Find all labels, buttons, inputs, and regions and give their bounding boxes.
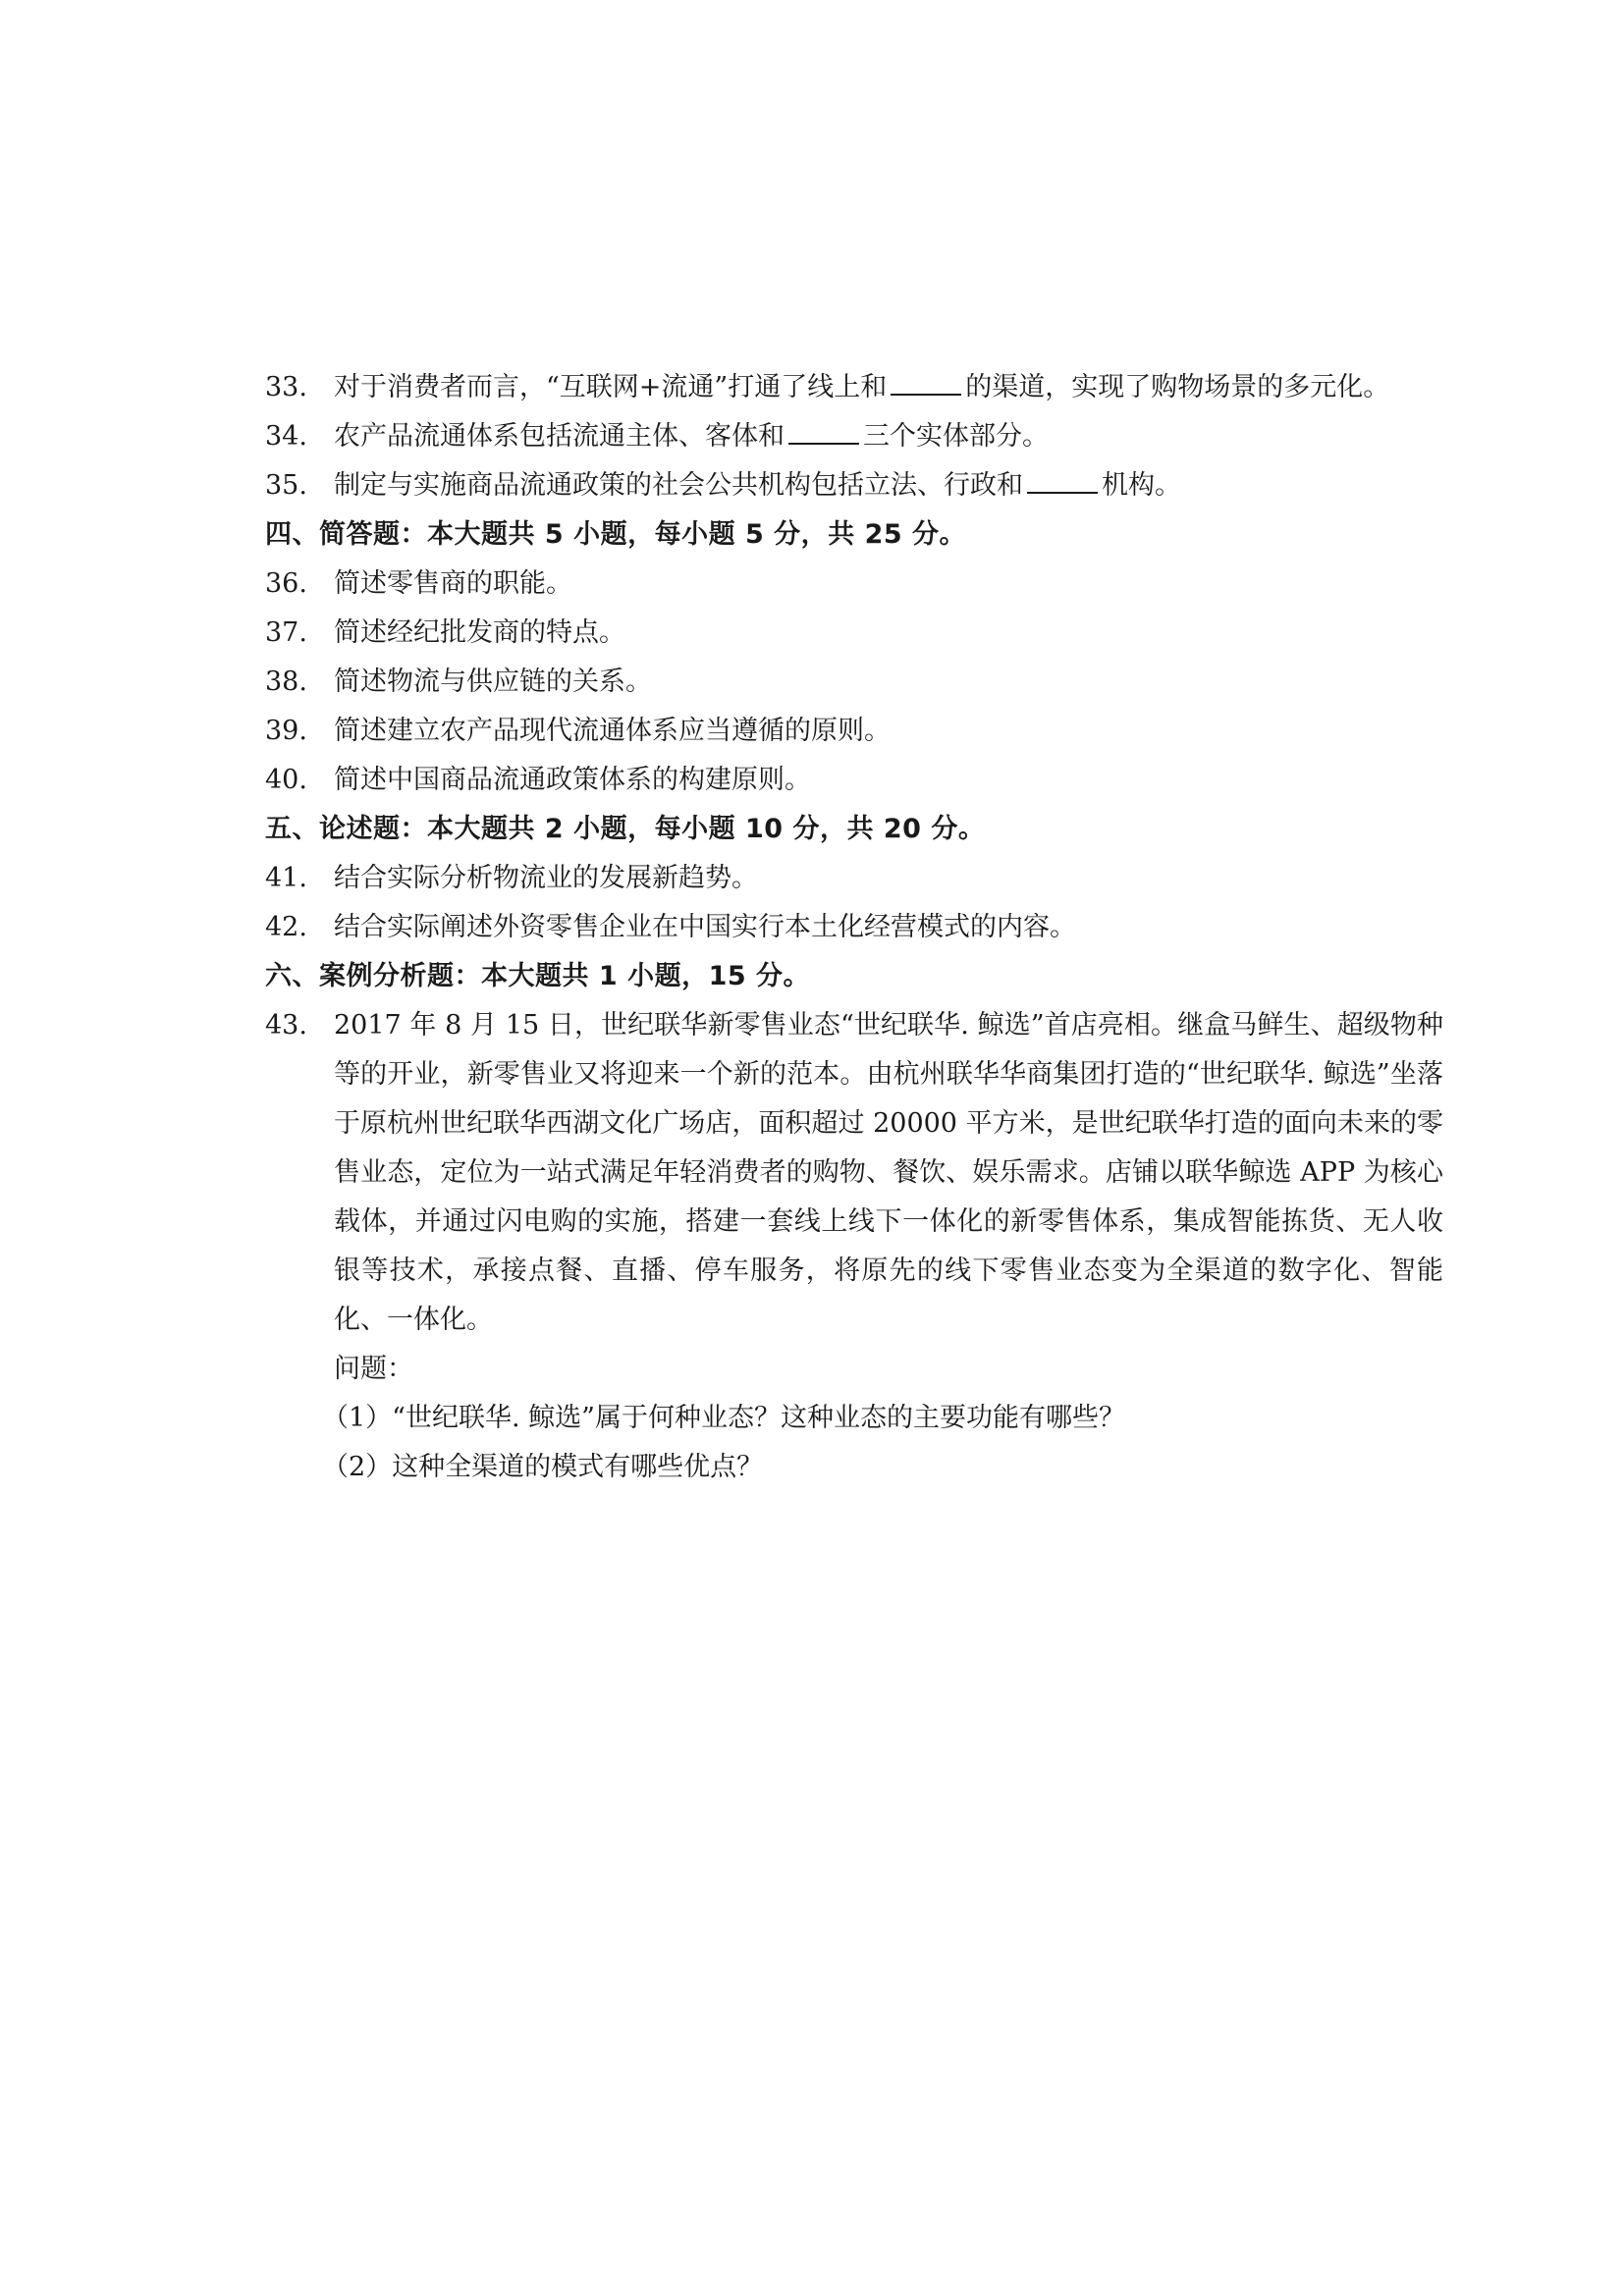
section-heading-case-analysis <box>265 952 1443 1001</box>
question-34 <box>265 412 1443 461</box>
question-33 <box>265 363 1443 412</box>
question-43 <box>265 1001 1443 1394</box>
question-text: 简述零售商的职能。 <box>334 568 572 599</box>
section-title: 四、简答题： <box>265 519 427 550</box>
section-title: 五、论述题： <box>265 814 427 844</box>
case-text: 2017 年 8 月 15 日，世纪联华新零售业态“世纪联华. 鲸选”首店亮相。继盒马鲜生、超级物种等的开业，新零售业又将迎来一个新的范本。由杭州联华华商集团打造的“世纪联华. 鲸选”坐落于原杭州世纪联华西湖文化广场店，面积超过 20000 平方米，是世纪联华打造的面向未来的零售业态，定位为一站式满足年轻消费者的购物、餐饮、娱乐需求。店铺以联华鲸选 APP 为核心载体，并通过闪电购的实施，搭建一套线上线下一体化的新零售体系，集成智能拣货、无人收银等技术，承接点餐、直播、停车服务，将原先的线下零售业态变为全渠道的数字化、智能化、一体化。 <box>334 1010 1443 1335</box>
question-text: 制定与实施商品流通政策的社会公共机构包括立法、行政和 机构。 <box>334 461 1443 510</box>
question-number: 36. <box>265 568 307 599</box>
question-38 <box>265 658 1443 707</box>
question-text: 农产品流通体系包括流通主体、客体和 三个实体部分。 <box>334 412 1443 461</box>
question-number: 34. <box>265 421 307 452</box>
section-note: 本大题共 1 小题，15 分。 <box>481 961 811 991</box>
question-number: 43. <box>265 1010 307 1041</box>
question-text: 简述物流与供应链的关系。 <box>334 667 652 697</box>
question-41 <box>265 854 1443 903</box>
answer-blank[interactable] <box>891 368 961 396</box>
question-number: 41. <box>265 863 307 893</box>
case-subquestion-2: （2）这种全渠道的模式有哪些优点？ <box>322 1452 764 1482</box>
answer-blank[interactable] <box>1027 466 1098 494</box>
question-text: 结合实际阐述外资零售企业在中国实行本土化经营模式的内容。 <box>334 912 1076 942</box>
question-42 <box>265 903 1443 952</box>
question-number: 42. <box>265 912 307 942</box>
question-number: 33. <box>265 372 307 402</box>
question-number: 39. <box>265 716 307 746</box>
question-text: 结合实际分析物流业的发展新趋势。 <box>334 863 758 893</box>
section-note: 本大题共 5 小题，每小题 5 分，共 25 分。 <box>427 519 967 550</box>
question-number: 37. <box>265 617 307 648</box>
case-subquestion-1: （1）“世纪联华. 鲸选”属于何种业态？这种业态的主要功能有哪些？ <box>322 1403 1125 1433</box>
question-number: 38. <box>265 667 307 697</box>
question-37 <box>265 609 1443 658</box>
question-number: 40. <box>265 765 307 795</box>
question-39 <box>265 707 1443 756</box>
question-text: 简述中国商品流通政策体系的构建原则。 <box>334 765 811 795</box>
answer-blank[interactable] <box>788 417 859 445</box>
section-title: 六、案例分析题： <box>265 961 481 991</box>
question-text: 对于消费者而言，“互联网+流通”打通了线上和 的渠道，实现了购物场景的多元化。 <box>334 363 1443 412</box>
case-question-label: 问题： <box>334 1354 413 1384</box>
question-35 <box>265 461 1443 510</box>
section-heading-short-answer <box>265 510 1443 560</box>
section-note: 本大题共 2 小题，每小题 10 分，共 20 分。 <box>427 814 986 844</box>
question-40 <box>265 756 1443 805</box>
question-text: 简述经纪批发商的特点。 <box>334 617 625 648</box>
question-text: 简述建立农产品现代流通体系应当遵循的原则。 <box>334 716 891 746</box>
question-36 <box>265 560 1443 609</box>
question-number: 35. <box>265 470 307 501</box>
exam-content <box>265 363 1443 1492</box>
section-heading-essay <box>265 805 1443 854</box>
